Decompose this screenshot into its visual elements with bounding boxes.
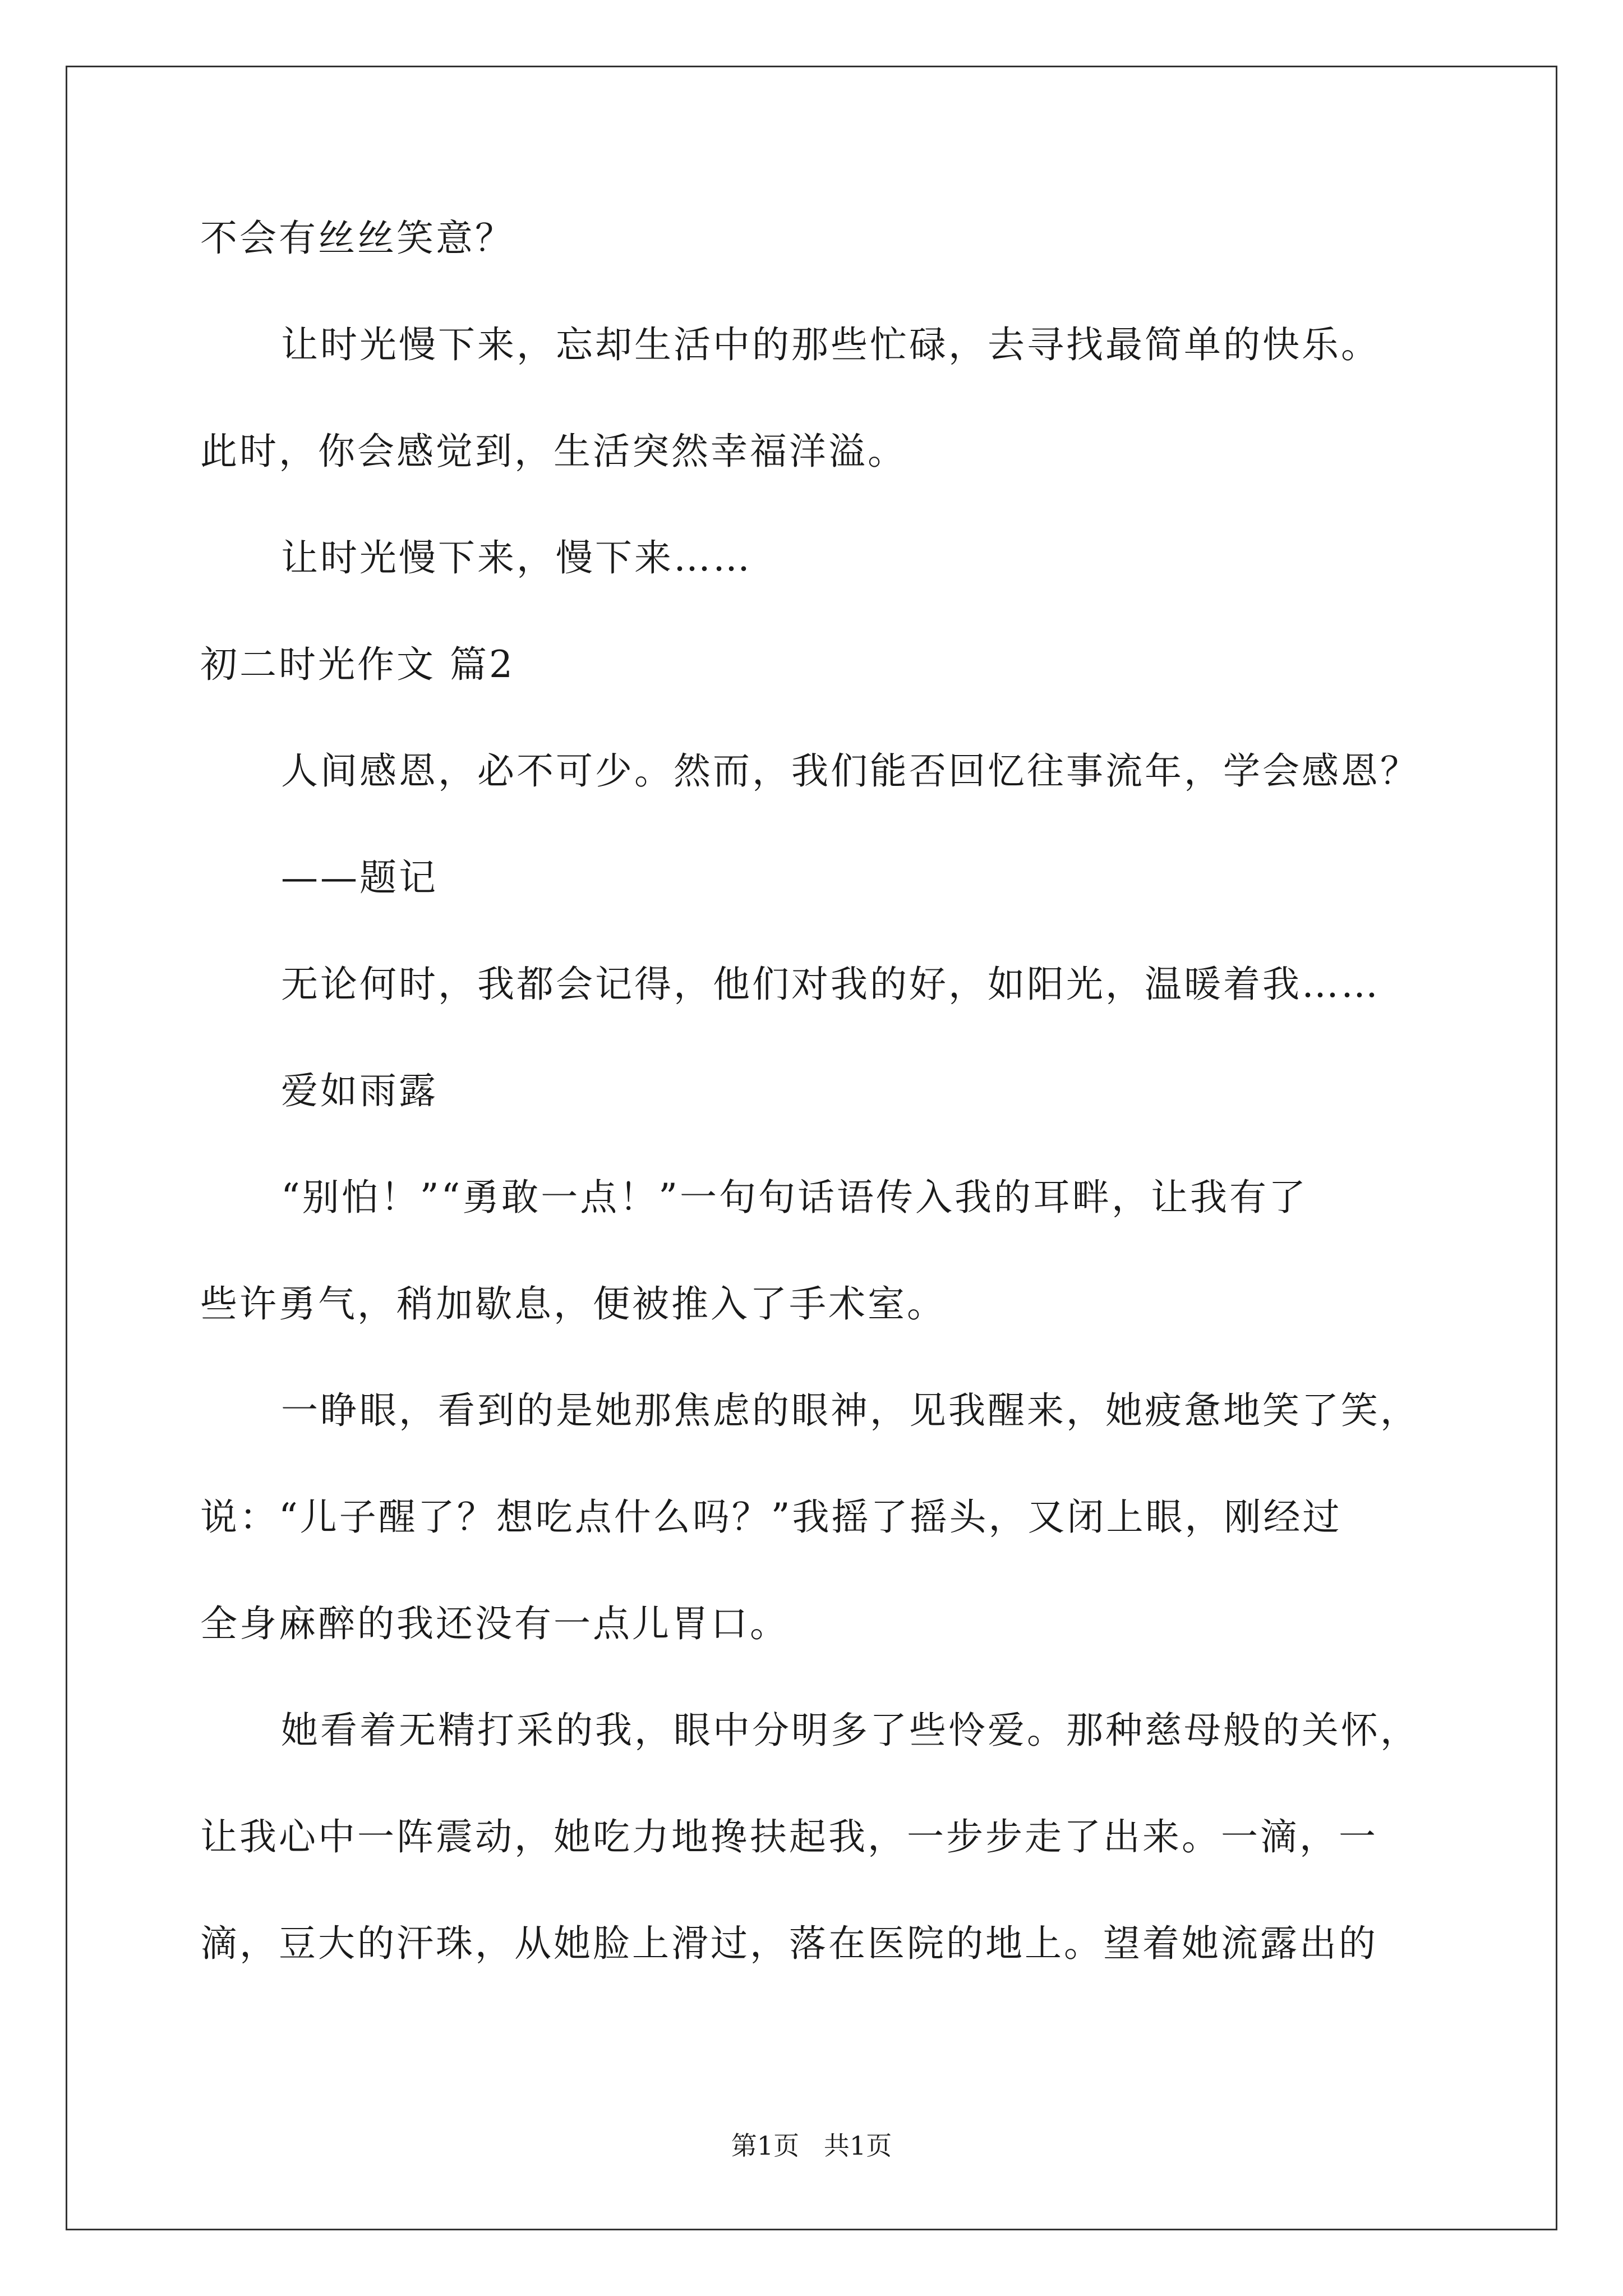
text-line: 她看着无精打采的我，眼中分明多了些怜爱。那种慈母般的关怀， [281, 1709, 1419, 1752]
text-line: 些许勇气，稍加歇息，便被推入了手术室。 [200, 1282, 946, 1326]
text-line: 人间感恩，必不可少。然而，我们能否回忆往事流年，学会感恩？ [281, 749, 1419, 793]
text-line: 滴，豆大的汗珠，从她脸上滑过，落在医院的地上。望着她流露出的 [200, 1922, 1378, 1965]
text-line: 不会有丝丝笑意？ [200, 217, 514, 260]
page-border [66, 66, 1557, 2230]
page-footer: 第1页 共1页 [731, 2131, 892, 2161]
text-line: “别怕！”“勇敢一点！”一句句话语传入我的耳畔，让我有了 [281, 1176, 1308, 1219]
text-line: ——题记 [281, 856, 438, 899]
subheading: 爱如雨露 [281, 1069, 438, 1112]
text-line: 说：“儿子醒了？想吃点什么吗？”我摇了摇头，又闭上眼，刚经过 [200, 1496, 1342, 1539]
text-line: 让时光慢下来，慢下来…… [281, 536, 752, 579]
text-line: 一睁眼，看到的是她那焦虑的眼神，见我醒来，她疲惫地笑了笑， [281, 1389, 1419, 1432]
text-line: 让时光慢下来，忘却生活中的那些忙碌，去寻找最简单的快乐。 [281, 323, 1380, 366]
text-line: 让我心中一阵震动，她吃力地搀扶起我，一步步走了出来。一滴，一 [200, 1815, 1378, 1858]
text-line: 全身麻醉的我还没有一点儿胃口。 [200, 1602, 789, 1645]
section-heading: 初二时光作文 篇2 [200, 643, 515, 686]
text-line: 此时，你会感觉到，生活突然幸福洋溢。 [200, 430, 907, 473]
text-line: 无论何时，我都会记得，他们对我的好，如阳光，温暖着我…… [281, 963, 1380, 1006]
